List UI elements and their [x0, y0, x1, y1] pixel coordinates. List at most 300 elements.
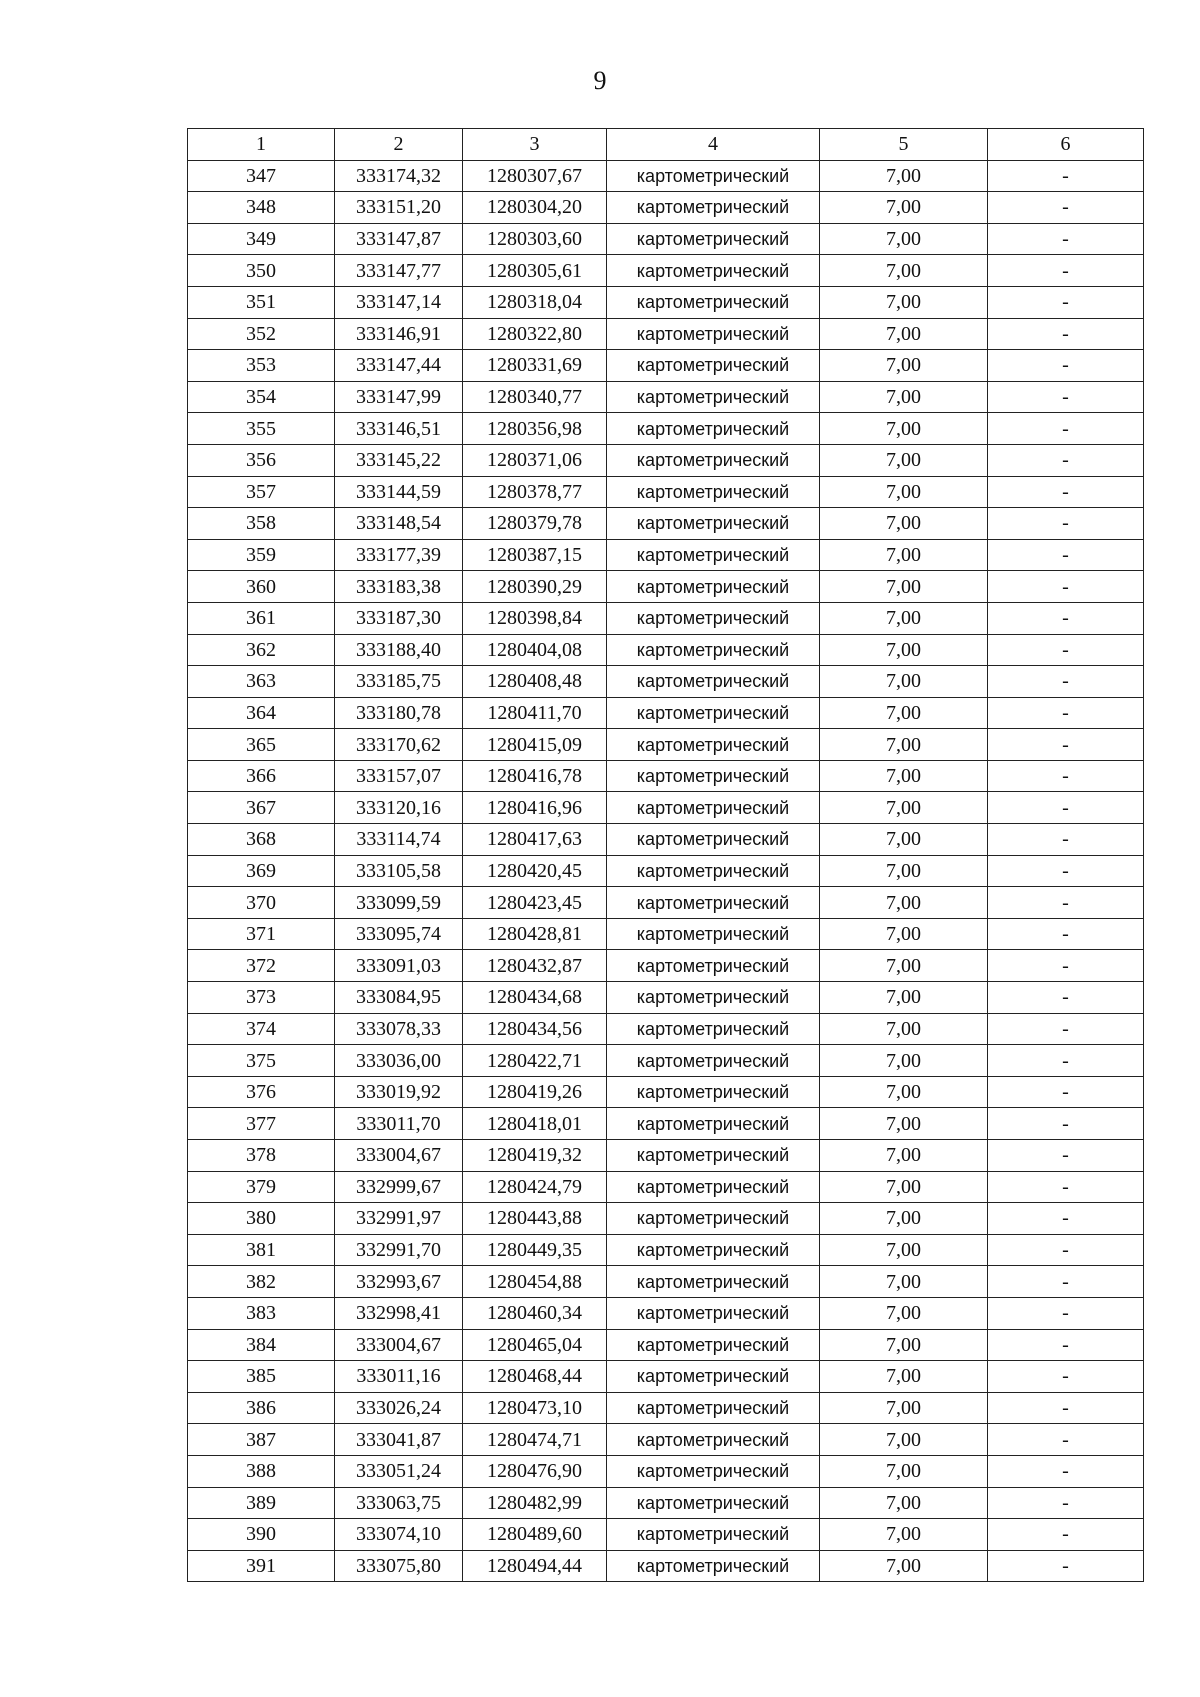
point-number-cell: 348: [188, 192, 335, 224]
method-cell: картометрический: [607, 950, 820, 982]
method-cell: картометрический: [607, 1424, 820, 1456]
x-coordinate-cell: 333078,33: [335, 1013, 463, 1045]
point-number-cell: 373: [188, 982, 335, 1014]
description-cell: -: [988, 1519, 1144, 1551]
point-number-cell: 384: [188, 1329, 335, 1361]
page-number: 9: [593, 66, 607, 95]
x-coordinate-cell: 333185,75: [335, 666, 463, 698]
method-cell: картометрический: [607, 571, 820, 603]
table-row: [188, 1519, 1144, 1551]
accuracy-cell: 7,00: [820, 571, 988, 603]
accuracy-cell: 7,00: [820, 1171, 988, 1203]
accuracy-cell: 7,00: [820, 318, 988, 350]
method-cell: картометрический: [607, 887, 820, 919]
x-coordinate-cell: 333188,40: [335, 634, 463, 666]
x-coordinate-cell: 333075,80: [335, 1550, 463, 1582]
method-cell: картометрический: [607, 1519, 820, 1551]
x-coordinate-cell: 333004,67: [335, 1140, 463, 1172]
point-number-cell: 390: [188, 1519, 335, 1551]
point-number-cell: 362: [188, 634, 335, 666]
accuracy-cell: 7,00: [820, 1266, 988, 1298]
y-coordinate-cell: 1280305,61: [463, 255, 607, 287]
table-row: [188, 1171, 1144, 1203]
description-cell: -: [988, 476, 1144, 508]
table-row: [188, 381, 1144, 413]
method-cell: картометрический: [607, 1203, 820, 1235]
accuracy-cell: 7,00: [820, 1519, 988, 1551]
description-cell: -: [988, 508, 1144, 540]
accuracy-cell: 7,00: [820, 1203, 988, 1235]
table-row: [188, 1297, 1144, 1329]
table-row: [188, 950, 1144, 982]
point-number-cell: 379: [188, 1171, 335, 1203]
x-coordinate-cell: 333051,24: [335, 1455, 463, 1487]
x-coordinate-cell: 333041,87: [335, 1424, 463, 1456]
table-row: [188, 1455, 1144, 1487]
table-row: [188, 1487, 1144, 1519]
accuracy-cell: 7,00: [820, 1329, 988, 1361]
description-cell: -: [988, 729, 1144, 761]
y-coordinate-cell: 1280303,60: [463, 223, 607, 255]
table-row: [188, 1266, 1144, 1298]
header-col-6: 6: [988, 129, 1144, 161]
method-cell: картометрический: [607, 350, 820, 382]
point-number-cell: 369: [188, 855, 335, 887]
accuracy-cell: 7,00: [820, 476, 988, 508]
table-row: [188, 982, 1144, 1014]
table-row: [188, 1550, 1144, 1582]
method-cell: картометрический: [607, 255, 820, 287]
accuracy-cell: 7,00: [820, 192, 988, 224]
description-cell: -: [988, 444, 1144, 476]
y-coordinate-cell: 1280424,79: [463, 1171, 607, 1203]
x-coordinate-cell: 333180,78: [335, 697, 463, 729]
method-cell: картометрический: [607, 1171, 820, 1203]
description-cell: -: [988, 1361, 1144, 1393]
y-coordinate-cell: 1280494,44: [463, 1550, 607, 1582]
method-cell: картометрический: [607, 1361, 820, 1393]
x-coordinate-cell: 333084,95: [335, 982, 463, 1014]
y-coordinate-cell: 1280415,09: [463, 729, 607, 761]
x-coordinate-cell: 332998,41: [335, 1297, 463, 1329]
method-cell: картометрический: [607, 1045, 820, 1077]
y-coordinate-cell: 1280390,29: [463, 571, 607, 603]
header-col-2: 2: [335, 129, 463, 161]
y-coordinate-cell: 1280378,77: [463, 476, 607, 508]
table-row: [188, 602, 1144, 634]
accuracy-cell: 7,00: [820, 792, 988, 824]
x-coordinate-cell: 333019,92: [335, 1076, 463, 1108]
description-cell: -: [988, 697, 1144, 729]
method-cell: картометрический: [607, 1076, 820, 1108]
point-number-cell: 364: [188, 697, 335, 729]
point-number-cell: 354: [188, 381, 335, 413]
y-coordinate-cell: 1280340,77: [463, 381, 607, 413]
method-cell: картометрический: [607, 1392, 820, 1424]
point-number-cell: 357: [188, 476, 335, 508]
method-cell: картометрический: [607, 634, 820, 666]
accuracy-cell: 7,00: [820, 1108, 988, 1140]
accuracy-cell: 7,00: [820, 1487, 988, 1519]
method-cell: картометрический: [607, 476, 820, 508]
method-cell: картометрический: [607, 318, 820, 350]
description-cell: -: [988, 1140, 1144, 1172]
description-cell: -: [988, 1266, 1144, 1298]
description-cell: -: [988, 381, 1144, 413]
point-number-cell: 382: [188, 1266, 335, 1298]
table-row: [188, 1424, 1144, 1456]
x-coordinate-cell: 333099,59: [335, 887, 463, 919]
method-cell: картометрический: [607, 697, 820, 729]
table-row: [188, 1329, 1144, 1361]
accuracy-cell: 7,00: [820, 286, 988, 318]
accuracy-cell: 7,00: [820, 1424, 988, 1456]
x-coordinate-cell: 333170,62: [335, 729, 463, 761]
accuracy-cell: 7,00: [820, 950, 988, 982]
y-coordinate-cell: 1280416,96: [463, 792, 607, 824]
description-cell: -: [988, 1424, 1144, 1456]
x-coordinate-cell: 333147,99: [335, 381, 463, 413]
x-coordinate-cell: 333026,24: [335, 1392, 463, 1424]
coordinates-table: [187, 128, 1144, 1582]
point-number-cell: 381: [188, 1234, 335, 1266]
point-number-cell: 361: [188, 602, 335, 634]
table-row: [188, 1234, 1144, 1266]
y-coordinate-cell: 1280419,32: [463, 1140, 607, 1172]
y-coordinate-cell: 1280411,70: [463, 697, 607, 729]
point-number-cell: 380: [188, 1203, 335, 1235]
y-coordinate-cell: 1280432,87: [463, 950, 607, 982]
accuracy-cell: 7,00: [820, 160, 988, 192]
x-coordinate-cell: 333144,59: [335, 476, 463, 508]
table-row: [188, 918, 1144, 950]
y-coordinate-cell: 1280419,26: [463, 1076, 607, 1108]
method-cell: картометрический: [607, 602, 820, 634]
description-cell: -: [988, 286, 1144, 318]
x-coordinate-cell: 333183,38: [335, 571, 463, 603]
point-number-cell: 376: [188, 1076, 335, 1108]
table-row: [188, 1140, 1144, 1172]
accuracy-cell: 7,00: [820, 666, 988, 698]
accuracy-cell: 7,00: [820, 255, 988, 287]
method-cell: картометрический: [607, 286, 820, 318]
description-cell: -: [988, 1455, 1144, 1487]
description-cell: -: [988, 1203, 1144, 1235]
accuracy-cell: 7,00: [820, 413, 988, 445]
point-number-cell: 360: [188, 571, 335, 603]
table-row: [188, 1203, 1144, 1235]
method-cell: картометрический: [607, 792, 820, 824]
y-coordinate-cell: 1280387,15: [463, 539, 607, 571]
accuracy-cell: 7,00: [820, 508, 988, 540]
description-cell: -: [988, 982, 1144, 1014]
x-coordinate-cell: 333146,51: [335, 413, 463, 445]
x-coordinate-cell: 333147,44: [335, 350, 463, 382]
table-row: [188, 318, 1144, 350]
description-cell: -: [988, 192, 1144, 224]
method-cell: картометрический: [607, 1455, 820, 1487]
method-cell: картометрический: [607, 223, 820, 255]
y-coordinate-cell: 1280443,88: [463, 1203, 607, 1235]
accuracy-cell: 7,00: [820, 444, 988, 476]
table-row: [188, 476, 1144, 508]
method-cell: картометрический: [607, 1140, 820, 1172]
x-coordinate-cell: 333177,39: [335, 539, 463, 571]
y-coordinate-cell: 1280398,84: [463, 602, 607, 634]
y-coordinate-cell: 1280449,35: [463, 1234, 607, 1266]
point-number-cell: 372: [188, 950, 335, 982]
point-number-cell: 350: [188, 255, 335, 287]
description-cell: -: [988, 918, 1144, 950]
y-coordinate-cell: 1280404,08: [463, 634, 607, 666]
table-row: [188, 792, 1144, 824]
description-cell: -: [988, 1329, 1144, 1361]
x-coordinate-cell: 333148,54: [335, 508, 463, 540]
accuracy-cell: 7,00: [820, 1045, 988, 1077]
y-coordinate-cell: 1280423,45: [463, 887, 607, 919]
point-number-cell: 366: [188, 760, 335, 792]
method-cell: картометрический: [607, 192, 820, 224]
y-coordinate-cell: 1280356,98: [463, 413, 607, 445]
x-coordinate-cell: 333011,70: [335, 1108, 463, 1140]
description-cell: -: [988, 1076, 1144, 1108]
y-coordinate-cell: 1280474,71: [463, 1424, 607, 1456]
accuracy-cell: 7,00: [820, 918, 988, 950]
method-cell: картометрический: [607, 1266, 820, 1298]
point-number-cell: 370: [188, 887, 335, 919]
x-coordinate-cell: 333095,74: [335, 918, 463, 950]
table-row: [188, 413, 1144, 445]
method-cell: картометрический: [607, 824, 820, 856]
description-cell: -: [988, 1392, 1144, 1424]
x-coordinate-cell: 333120,16: [335, 792, 463, 824]
table-row: [188, 1013, 1144, 1045]
accuracy-cell: 7,00: [820, 539, 988, 571]
x-coordinate-cell: 333114,74: [335, 824, 463, 856]
x-coordinate-cell: 333074,10: [335, 1519, 463, 1551]
point-number-cell: 363: [188, 666, 335, 698]
x-coordinate-cell: 333174,32: [335, 160, 463, 192]
description-cell: -: [988, 255, 1144, 287]
method-cell: картометрический: [607, 855, 820, 887]
y-coordinate-cell: 1280408,48: [463, 666, 607, 698]
y-coordinate-cell: 1280489,60: [463, 1519, 607, 1551]
point-number-cell: 352: [188, 318, 335, 350]
y-coordinate-cell: 1280434,68: [463, 982, 607, 1014]
table-row: [188, 887, 1144, 919]
method-cell: картометрический: [607, 1487, 820, 1519]
table-row: [188, 160, 1144, 192]
x-coordinate-cell: 333091,03: [335, 950, 463, 982]
table-header: [188, 129, 1144, 161]
method-cell: картометрический: [607, 729, 820, 761]
x-coordinate-cell: 333063,75: [335, 1487, 463, 1519]
description-cell: -: [988, 1487, 1144, 1519]
point-number-cell: 391: [188, 1550, 335, 1582]
point-number-cell: 367: [188, 792, 335, 824]
description-cell: -: [988, 539, 1144, 571]
method-cell: картометрический: [607, 1108, 820, 1140]
accuracy-cell: 7,00: [820, 1550, 988, 1582]
header-col-3: 3: [463, 129, 607, 161]
y-coordinate-cell: 1280318,04: [463, 286, 607, 318]
description-cell: -: [988, 634, 1144, 666]
description-cell: -: [988, 1045, 1144, 1077]
y-coordinate-cell: 1280307,67: [463, 160, 607, 192]
description-cell: -: [988, 160, 1144, 192]
y-coordinate-cell: 1280371,06: [463, 444, 607, 476]
y-coordinate-cell: 1280422,71: [463, 1045, 607, 1077]
point-number-cell: 388: [188, 1455, 335, 1487]
accuracy-cell: 7,00: [820, 855, 988, 887]
table-row: [188, 223, 1144, 255]
description-cell: -: [988, 666, 1144, 698]
description-cell: -: [988, 760, 1144, 792]
method-cell: картометрический: [607, 160, 820, 192]
accuracy-cell: 7,00: [820, 1297, 988, 1329]
x-coordinate-cell: 333146,91: [335, 318, 463, 350]
y-coordinate-cell: 1280476,90: [463, 1455, 607, 1487]
y-coordinate-cell: 1280417,63: [463, 824, 607, 856]
point-number-cell: 375: [188, 1045, 335, 1077]
accuracy-cell: 7,00: [820, 729, 988, 761]
table-row: [188, 760, 1144, 792]
y-coordinate-cell: 1280331,69: [463, 350, 607, 382]
table-body: [188, 160, 1144, 1582]
table-row: [188, 1108, 1144, 1140]
y-coordinate-cell: 1280473,10: [463, 1392, 607, 1424]
table-row: [188, 697, 1144, 729]
accuracy-cell: 7,00: [820, 602, 988, 634]
x-coordinate-cell: 333105,58: [335, 855, 463, 887]
table-row: [188, 634, 1144, 666]
point-number-cell: 374: [188, 1013, 335, 1045]
x-coordinate-cell: 333011,16: [335, 1361, 463, 1393]
description-cell: -: [988, 413, 1144, 445]
accuracy-cell: 7,00: [820, 982, 988, 1014]
method-cell: картометрический: [607, 539, 820, 571]
table-row: [188, 192, 1144, 224]
point-number-cell: 386: [188, 1392, 335, 1424]
x-coordinate-cell: 333157,07: [335, 760, 463, 792]
table-row: [188, 824, 1144, 856]
y-coordinate-cell: 1280468,44: [463, 1361, 607, 1393]
description-cell: -: [988, 318, 1144, 350]
y-coordinate-cell: 1280460,34: [463, 1297, 607, 1329]
accuracy-cell: 7,00: [820, 1234, 988, 1266]
method-cell: картометрический: [607, 413, 820, 445]
point-number-cell: 377: [188, 1108, 335, 1140]
y-coordinate-cell: 1280416,78: [463, 760, 607, 792]
point-number-cell: 349: [188, 223, 335, 255]
description-cell: -: [988, 602, 1144, 634]
method-cell: картометрический: [607, 444, 820, 476]
point-number-cell: 365: [188, 729, 335, 761]
accuracy-cell: 7,00: [820, 381, 988, 413]
accuracy-cell: 7,00: [820, 223, 988, 255]
y-coordinate-cell: 1280420,45: [463, 855, 607, 887]
point-number-cell: 383: [188, 1297, 335, 1329]
description-cell: -: [988, 1234, 1144, 1266]
description-cell: -: [988, 1550, 1144, 1582]
method-cell: картометрический: [607, 1550, 820, 1582]
table-row: [188, 571, 1144, 603]
accuracy-cell: 7,00: [820, 1455, 988, 1487]
y-coordinate-cell: 1280304,20: [463, 192, 607, 224]
x-coordinate-cell: 333145,22: [335, 444, 463, 476]
point-number-cell: 389: [188, 1487, 335, 1519]
header-col-1: 1: [188, 129, 335, 161]
point-number-cell: 371: [188, 918, 335, 950]
y-coordinate-cell: 1280454,88: [463, 1266, 607, 1298]
method-cell: картометрический: [607, 381, 820, 413]
accuracy-cell: 7,00: [820, 350, 988, 382]
description-cell: -: [988, 855, 1144, 887]
x-coordinate-cell: 333187,30: [335, 602, 463, 634]
table-row: [188, 1361, 1144, 1393]
y-coordinate-cell: 1280482,99: [463, 1487, 607, 1519]
y-coordinate-cell: 1280465,04: [463, 1329, 607, 1361]
accuracy-cell: 7,00: [820, 1392, 988, 1424]
table-row: [188, 855, 1144, 887]
table-row: [188, 1045, 1144, 1077]
accuracy-cell: 7,00: [820, 634, 988, 666]
x-coordinate-cell: 332999,67: [335, 1171, 463, 1203]
point-number-cell: 355: [188, 413, 335, 445]
method-cell: картометрический: [607, 982, 820, 1014]
x-coordinate-cell: 333004,67: [335, 1329, 463, 1361]
y-coordinate-cell: 1280428,81: [463, 918, 607, 950]
description-cell: -: [988, 887, 1144, 919]
table-row: [188, 729, 1144, 761]
point-number-cell: 351: [188, 286, 335, 318]
description-cell: -: [988, 571, 1144, 603]
accuracy-cell: 7,00: [820, 1140, 988, 1172]
method-cell: картометрический: [607, 666, 820, 698]
x-coordinate-cell: 333147,77: [335, 255, 463, 287]
point-number-cell: 387: [188, 1424, 335, 1456]
description-cell: -: [988, 1171, 1144, 1203]
table-row: [188, 1076, 1144, 1108]
method-cell: картометрический: [607, 1297, 820, 1329]
table-row: [188, 255, 1144, 287]
x-coordinate-cell: 333151,20: [335, 192, 463, 224]
y-coordinate-cell: 1280379,78: [463, 508, 607, 540]
point-number-cell: 385: [188, 1361, 335, 1393]
method-cell: картометрический: [607, 508, 820, 540]
point-number-cell: 347: [188, 160, 335, 192]
method-cell: картометрический: [607, 1234, 820, 1266]
x-coordinate-cell: 332993,67: [335, 1266, 463, 1298]
table-row: [188, 539, 1144, 571]
point-number-cell: 356: [188, 444, 335, 476]
x-coordinate-cell: 333147,87: [335, 223, 463, 255]
accuracy-cell: 7,00: [820, 1076, 988, 1108]
header-col-4: 4: [607, 129, 820, 161]
method-cell: картометрический: [607, 1013, 820, 1045]
header-row: [188, 129, 1144, 161]
description-cell: -: [988, 1013, 1144, 1045]
description-cell: -: [988, 1297, 1144, 1329]
method-cell: картометрический: [607, 918, 820, 950]
accuracy-cell: 7,00: [820, 1013, 988, 1045]
description-cell: -: [988, 223, 1144, 255]
x-coordinate-cell: 333147,14: [335, 286, 463, 318]
table-row: [188, 1392, 1144, 1424]
method-cell: картометрический: [607, 760, 820, 792]
table-row: [188, 286, 1144, 318]
point-number-cell: 378: [188, 1140, 335, 1172]
